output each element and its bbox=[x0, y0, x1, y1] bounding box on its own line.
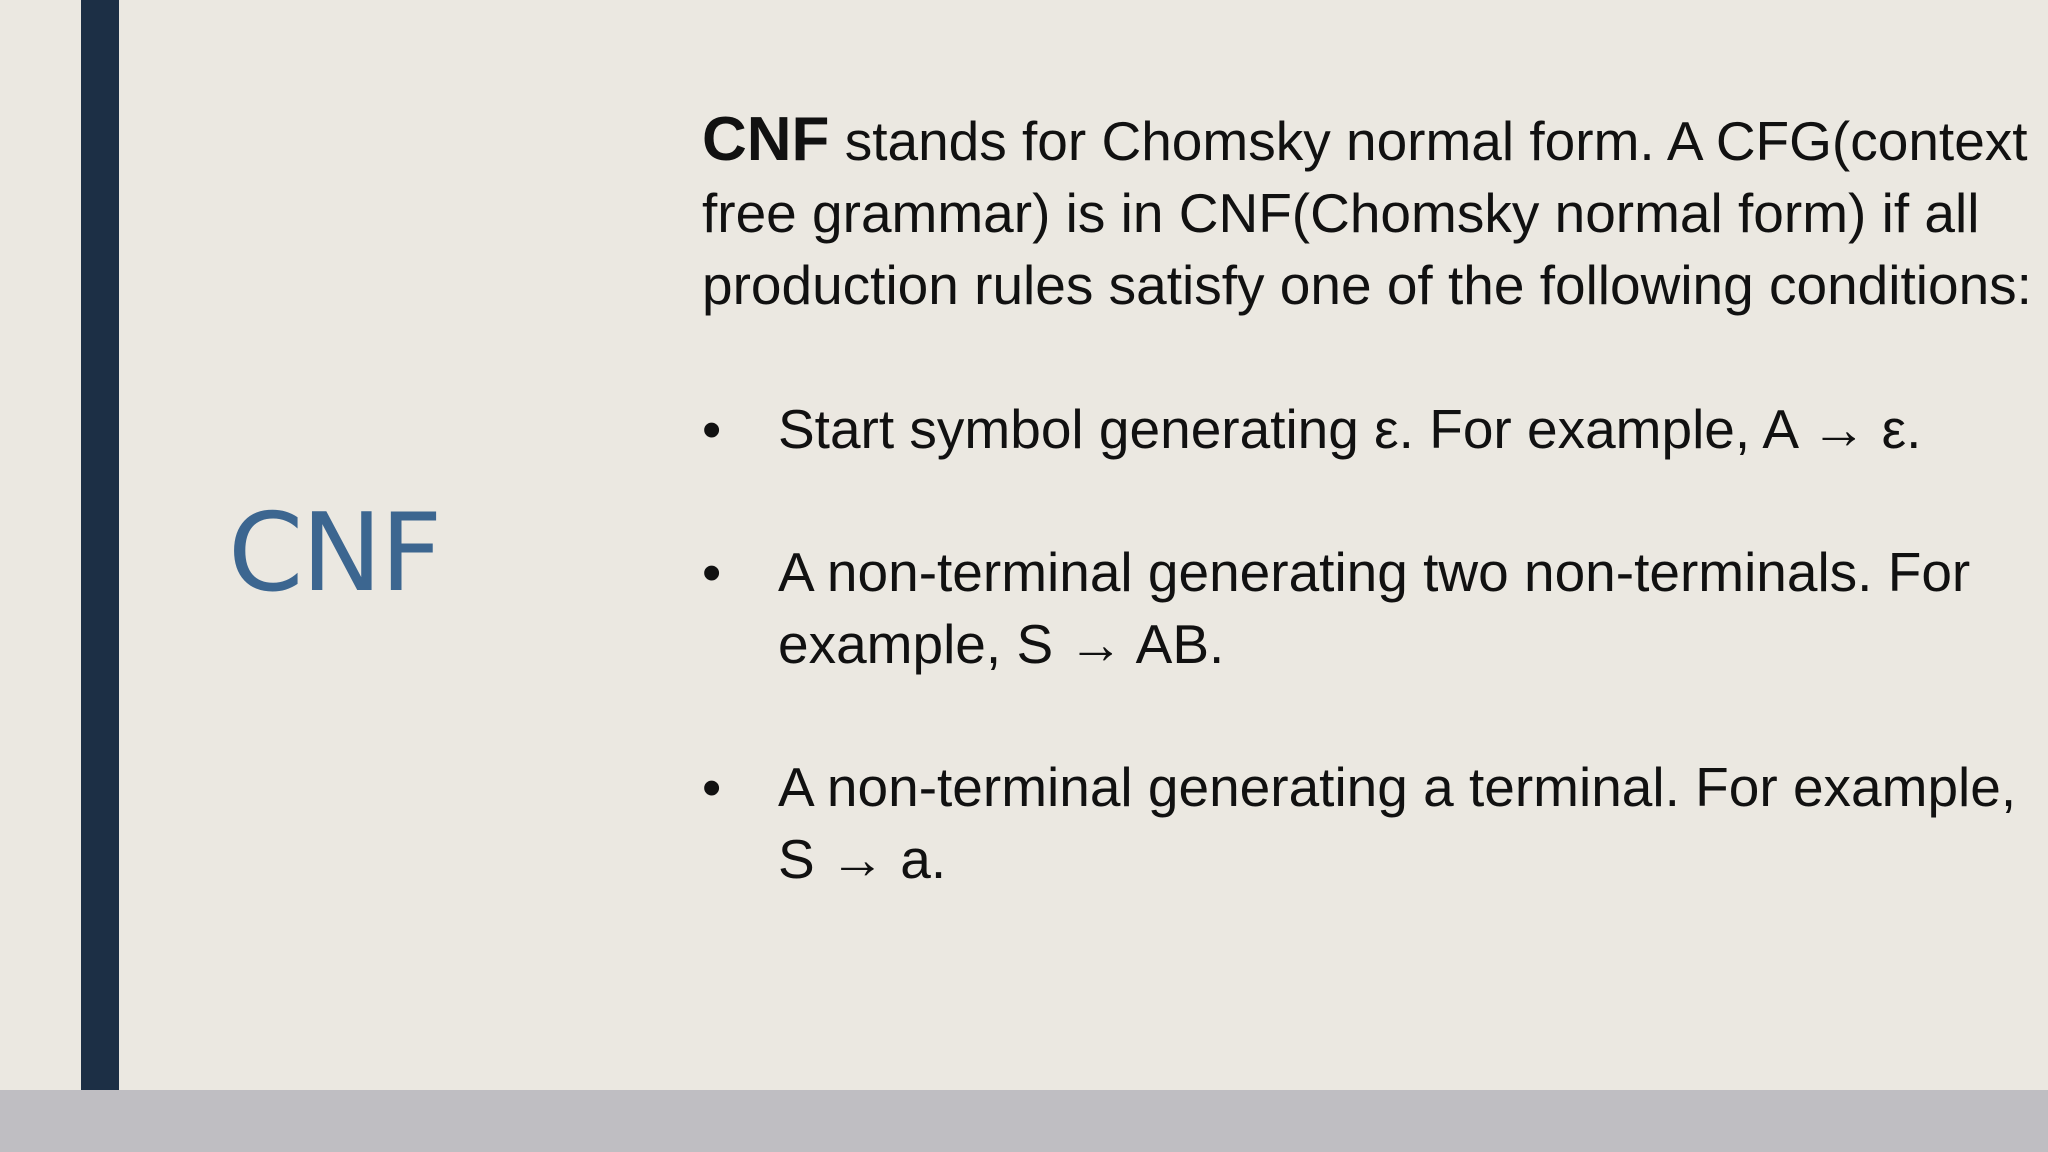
list-item bbox=[702, 751, 2032, 895]
accent-side-bar bbox=[81, 0, 119, 1090]
intro-paragraph bbox=[702, 104, 2032, 321]
list-item bbox=[702, 536, 2032, 680]
intro-bold-term: CNF bbox=[702, 105, 830, 174]
rule-text: A non-terminal generating two non-terminals. For example, S → AB. bbox=[778, 541, 1971, 675]
intro-text: stands for Chomsky normal form. A CFG(context free grammar) is in CNF(Chomsky normal form) if all production rules satisfy one of the following conditions: bbox=[702, 110, 2032, 316]
slide-title: CNF bbox=[228, 491, 441, 616]
bullet-icon: • bbox=[702, 756, 722, 818]
bullet-icon: • bbox=[702, 398, 722, 460]
rule-text: Start symbol generating ε. For example, A → ε. bbox=[778, 398, 1922, 460]
rule-text: A non-terminal generating a terminal. For example, S → a. bbox=[778, 756, 2017, 890]
bottom-strip bbox=[0, 1090, 2048, 1152]
bullet-icon: • bbox=[702, 541, 722, 603]
list-item bbox=[702, 393, 2032, 465]
slide-content bbox=[702, 104, 2032, 895]
rules-list bbox=[702, 393, 2032, 895]
